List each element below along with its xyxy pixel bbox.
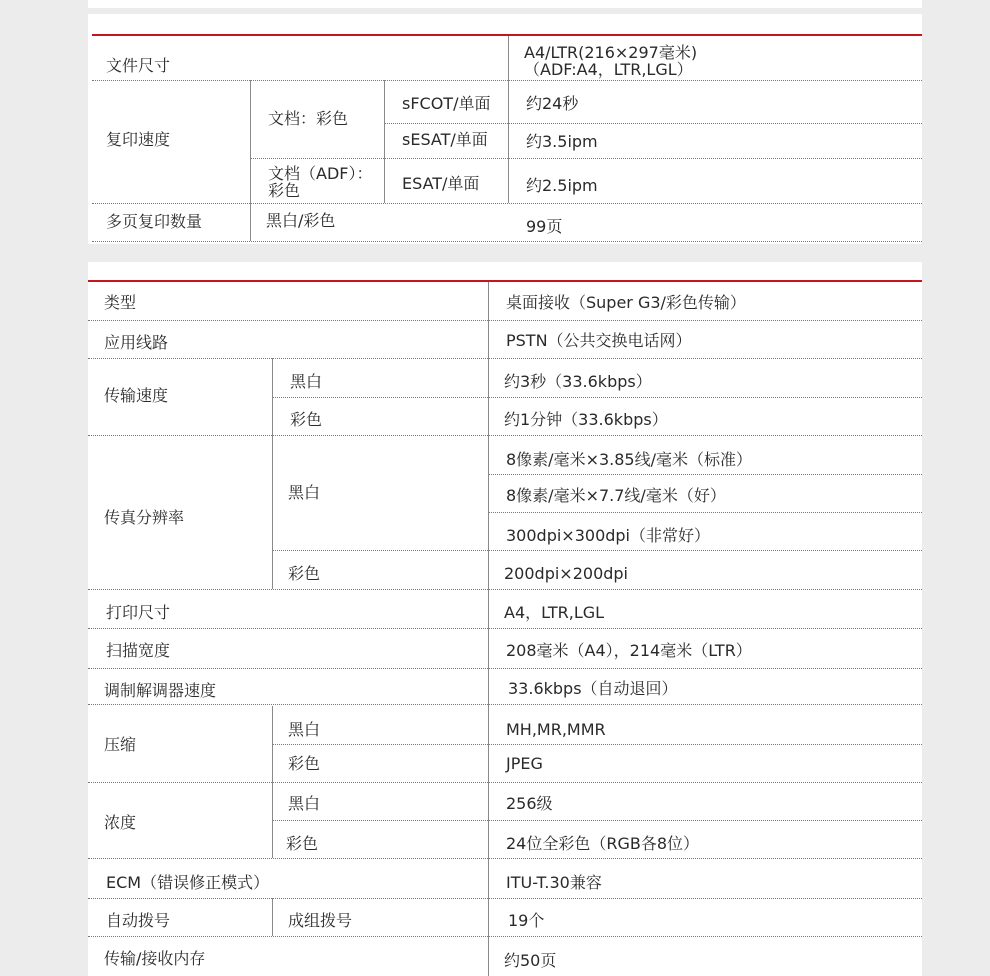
row-divider (488, 474, 922, 475)
fax-resolution-label: 传真分辨率 (104, 507, 185, 527)
copy-speed-value-sesat: 约3.5ipm (526, 131, 598, 151)
row-divider (272, 397, 922, 398)
row-divider (272, 550, 922, 551)
column-divider (508, 36, 509, 80)
fax-resolution-color: 彩色 (288, 563, 321, 583)
top-panel-edge (88, 0, 922, 8)
copy-speed-group-adf-label-line2: 彩色 (268, 181, 301, 200)
fax-print-size-label: 打印尺寸 (106, 602, 171, 622)
row-divider (272, 820, 922, 821)
fax-memory-value: 约50页 (504, 950, 557, 970)
row-divider (88, 898, 922, 899)
column-divider (272, 898, 273, 936)
copy-speed-group-color-label: 文档：彩色 (268, 108, 349, 128)
fax-resolution-bw-value-3: 300dpi×300dpi（非常好） (506, 525, 711, 545)
fax-density-bw-value: 256级 (506, 793, 553, 813)
fax-speed-bw-value: 约3秒（33.6kbps） (504, 371, 652, 391)
doc-size-value (518, 40, 918, 84)
copy-speed-value-esat: 约2.5ipm (526, 175, 598, 195)
fax-resolution-color-value: 200dpi×200dpi (504, 563, 628, 583)
row-divider (250, 158, 922, 159)
row-divider (384, 123, 922, 124)
fax-scan-width-value: 208毫米（A4），214毫米（LTR） (506, 640, 752, 660)
fax-ecm-label: ECM（错误修正模式） (106, 872, 270, 892)
copy-speed-mode-sfcot: sFCOT/单面 (402, 93, 491, 113)
row-divider (88, 668, 922, 669)
row-divider (88, 858, 922, 859)
fax-auto-dial-value: 19个 (508, 910, 545, 930)
row-divider (88, 936, 922, 937)
fax-density-color-value: 24位全彩色（RGB各8位） (506, 833, 700, 853)
fax-resolution-bw: 黑白 (288, 482, 321, 502)
multi-copy-sub: 黑白/彩色 (266, 210, 336, 230)
fax-compression-color: 彩色 (288, 753, 321, 773)
row-divider (88, 628, 922, 629)
fax-speed-color-value: 约1分钟（33.6kbps） (504, 409, 668, 429)
column-divider (384, 80, 385, 203)
fax-compression-label: 压缩 (104, 734, 137, 754)
fax-spec-table (88, 262, 922, 976)
fax-ecm-value: ITU-T.30兼容 (506, 872, 602, 892)
copy-speed-mode-esat: ESAT/单面 (402, 173, 480, 193)
fax-density-color: 彩色 (286, 833, 319, 853)
fax-auto-dial-label: 自动拨号 (106, 910, 171, 930)
multi-copy-label: 多页复印数量 (106, 211, 203, 231)
row-divider (88, 704, 922, 705)
copy-speed-group-adf-label (262, 162, 382, 204)
fax-density-bw: 黑白 (288, 793, 321, 813)
column-divider (508, 80, 509, 203)
fax-compression-bw: 黑白 (288, 719, 321, 739)
fax-modem-value: 33.6kbps（自动退回） (508, 678, 678, 698)
fax-line-label: 应用线路 (104, 332, 169, 352)
row-divider (88, 589, 922, 590)
column-divider (488, 282, 489, 976)
fax-density-label: 浓度 (104, 812, 137, 832)
row-divider (92, 241, 922, 242)
copy-speed-label: 复印速度 (106, 129, 171, 149)
fax-compression-color-value: JPEG (506, 753, 543, 773)
row-divider (488, 512, 922, 513)
column-divider (250, 80, 251, 241)
fax-speed-bw: 黑白 (290, 371, 323, 391)
fax-speed-color: 彩色 (290, 409, 323, 429)
doc-size-value-line2: （ADF:A4，LTR,LGL） (524, 60, 693, 79)
fax-compression-bw-value: MH,MR,MMR (506, 719, 606, 739)
fax-resolution-bw-value-2: 8像素/毫米×7.7线/毫米（好） (506, 485, 726, 505)
copy-spec-table (88, 14, 922, 244)
multi-copy-value: 99页 (526, 216, 563, 236)
column-divider (272, 358, 273, 589)
doc-size-value-line1: A4/LTR(216×297毫米) (524, 43, 698, 63)
table-top-rule (88, 280, 922, 282)
fax-auto-dial-sub: 成组拨号 (288, 910, 353, 930)
fax-memory-label: 传输/接收内存 (104, 948, 206, 968)
fax-line-value: PSTN（公共交换电话网） (506, 330, 692, 350)
fax-resolution-bw-value-1: 8像素/毫米×3.85线/毫米（标准） (506, 449, 752, 469)
copy-speed-value-sfcot: 约24秒 (526, 93, 579, 113)
fax-print-size-value: A4，LTR,LGL (504, 602, 605, 622)
fax-speed-label: 传输速度 (104, 385, 169, 405)
fax-type-value: 桌面接收（Super G3/彩色传输） (506, 292, 746, 312)
copy-speed-group-adf-label-line1: 文档（ADF）： (268, 164, 373, 184)
fax-type-label: 类型 (104, 292, 137, 312)
column-divider (272, 706, 273, 858)
copy-speed-mode-sesat: sESAT/单面 (402, 129, 488, 149)
doc-size-label: 文件尺寸 (106, 55, 171, 75)
fax-scan-width-label: 扫描宽度 (106, 640, 171, 660)
row-divider (92, 203, 922, 204)
row-divider (88, 782, 922, 783)
row-divider (272, 744, 922, 745)
row-divider (88, 320, 922, 321)
fax-modem-label: 调制解调器速度 (104, 680, 217, 700)
